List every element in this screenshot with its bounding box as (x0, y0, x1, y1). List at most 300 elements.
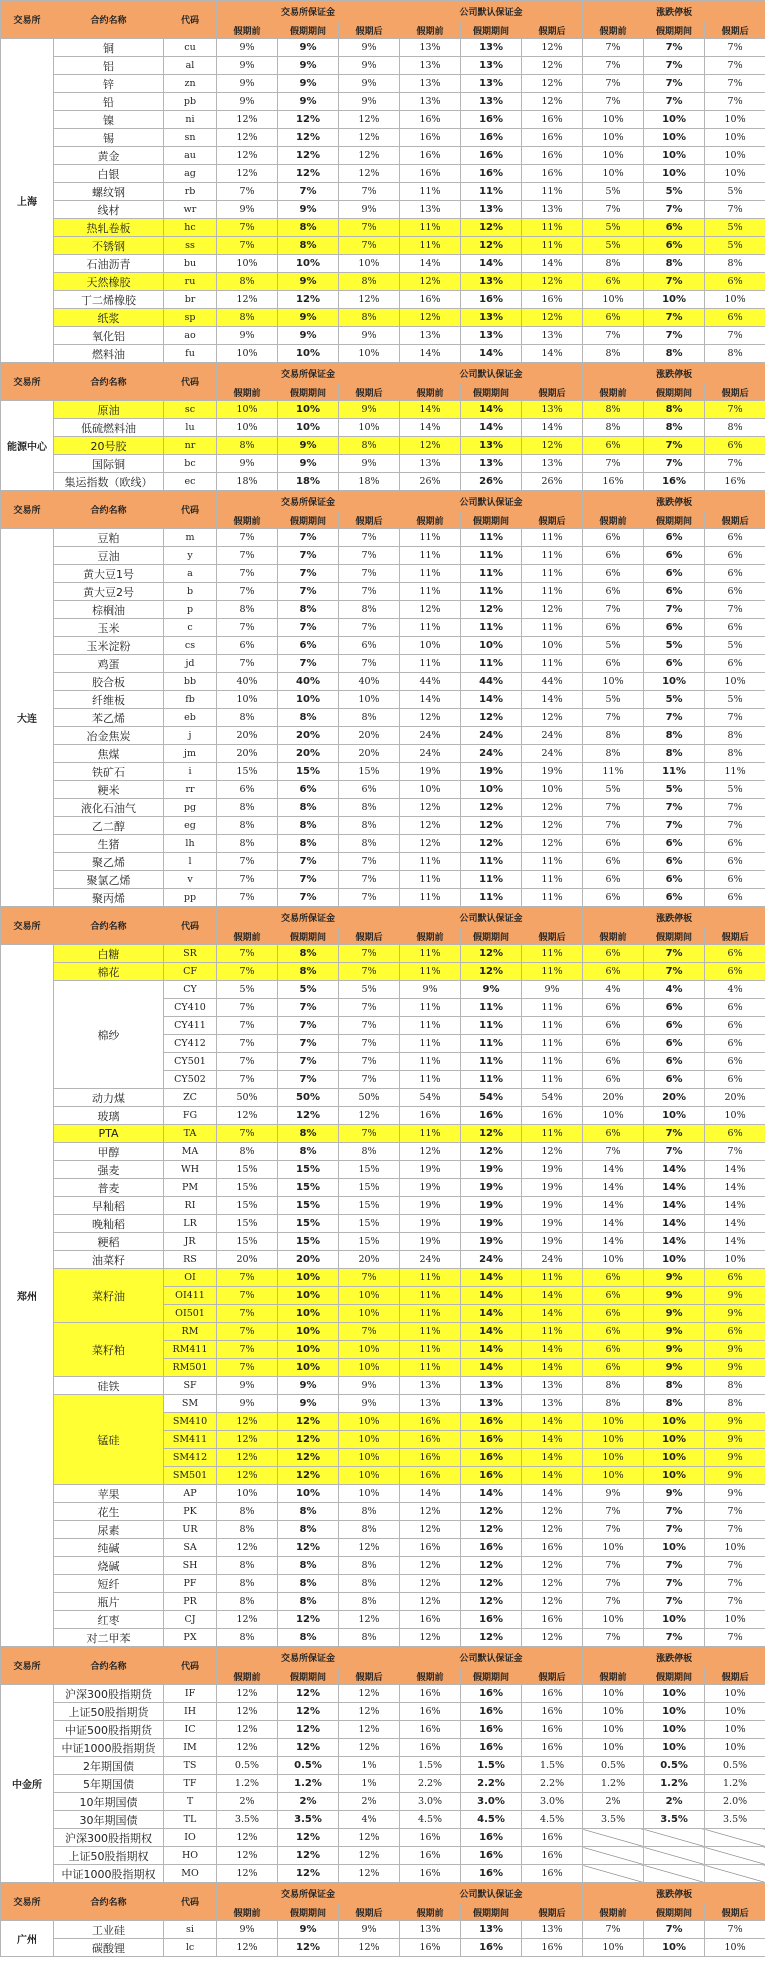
rate-cell: 13% (400, 1921, 461, 1939)
rate-cell: 13% (522, 201, 583, 219)
rate-cell: 12% (278, 1739, 339, 1757)
rate-cell: 14% (522, 345, 583, 363)
rate-cell: 6% (644, 1017, 705, 1035)
rate-cell: 15% (278, 1215, 339, 1233)
table-row (1, 1575, 765, 1593)
rate-cell: 54% (522, 1089, 583, 1107)
rate-cell: 7% (705, 1575, 765, 1593)
contract-name: 瓶片 (54, 1593, 164, 1611)
rate-cell: 12% (522, 799, 583, 817)
contract-code: PR (164, 1593, 217, 1611)
rate-cell: 5% (644, 781, 705, 799)
table-row (1, 1233, 765, 1251)
rate-cell: 19% (400, 1233, 461, 1251)
rate-cell: 16% (400, 1413, 461, 1431)
rate-cell: 4.5% (461, 1811, 522, 1829)
rate-cell: 6% (644, 655, 705, 673)
rate-cell: 11% (461, 655, 522, 673)
rate-cell: 8% (644, 727, 705, 745)
rate-cell: 12% (278, 147, 339, 165)
rate-cell (583, 1865, 644, 1883)
rate-cell: 16% (522, 1939, 583, 1957)
rate-cell: 7% (339, 655, 400, 673)
rate-cell: 12% (339, 1703, 400, 1721)
rate-cell: 12% (400, 709, 461, 727)
table-row (1, 165, 765, 183)
rate-cell: 12% (217, 1685, 278, 1703)
rate-cell: 11% (461, 853, 522, 871)
rate-cell: 8% (339, 1143, 400, 1161)
table-row (1, 1143, 765, 1161)
rate-cell: 12% (461, 1593, 522, 1611)
rate-cell: 16% (522, 1539, 583, 1557)
rate-cell: 7% (217, 1017, 278, 1035)
rate-cell: 5% (583, 781, 644, 799)
rate-cell: 8% (705, 1377, 765, 1395)
rate-cell: 11% (461, 547, 522, 565)
rate-cell: 7% (217, 1269, 278, 1287)
rate-cell: 5% (705, 781, 765, 799)
rate-cell: 11% (522, 1323, 583, 1341)
contract-name: 纤维板 (54, 691, 164, 709)
rate-cell: 14% (461, 691, 522, 709)
period-header: 假期后 (522, 22, 583, 39)
header-row (1, 907, 765, 928)
rate-cell: 9% (522, 981, 583, 999)
contract-code: TL (164, 1811, 217, 1829)
rate-cell: 11% (522, 565, 583, 583)
rate-cell: 12% (278, 1829, 339, 1847)
rate-cell: 8% (217, 309, 278, 327)
rate-cell: 6% (583, 1035, 644, 1053)
rate-cell: 1.2% (705, 1775, 765, 1793)
group-header: 涨跌停板 (583, 1883, 765, 1904)
rate-cell: 19% (461, 763, 522, 781)
rate-cell: 12% (461, 1557, 522, 1575)
rate-cell: 6% (705, 1323, 765, 1341)
rate-cell: 16% (522, 1739, 583, 1757)
table-row (1, 1865, 765, 1883)
contract-name: 10年期国债 (54, 1793, 164, 1811)
rate-cell: 10% (705, 165, 765, 183)
rate-cell: 9% (278, 327, 339, 345)
period-header: 假期后 (522, 1904, 583, 1921)
rate-cell: 7% (339, 1035, 400, 1053)
rate-cell: 9% (705, 1431, 765, 1449)
rate-cell: 12% (339, 1107, 400, 1125)
period-header: 假期前 (217, 1668, 278, 1685)
rate-cell: 6% (644, 583, 705, 601)
contract-code: bb (164, 673, 217, 691)
contract-code: lc (164, 1939, 217, 1957)
contract-code: SM411 (164, 1431, 217, 1449)
rate-cell: 6% (644, 1053, 705, 1071)
rate-cell: 9% (644, 1287, 705, 1305)
table-row (1, 691, 765, 709)
rate-cell: 11% (522, 619, 583, 637)
rate-cell: 10% (644, 1703, 705, 1721)
rate-cell: 6% (583, 655, 644, 673)
rate-cell: 6% (583, 273, 644, 291)
rate-cell: 10% (583, 165, 644, 183)
rate-cell: 16% (522, 291, 583, 309)
rate-cell: 7% (278, 1017, 339, 1035)
rate-cell: 7% (583, 817, 644, 835)
rate-cell: 16% (400, 1539, 461, 1557)
rate-cell: 19% (400, 1179, 461, 1197)
rate-cell: 11% (400, 963, 461, 981)
rate-cell: 6% (705, 853, 765, 871)
rate-cell: 12% (522, 39, 583, 57)
rate-cell: 50% (278, 1089, 339, 1107)
rate-cell: 8% (644, 401, 705, 419)
rate-cell: 10% (400, 781, 461, 799)
rate-cell: 6% (644, 999, 705, 1017)
rate-cell: 7% (278, 183, 339, 201)
rate-cell: 9% (339, 201, 400, 219)
rate-cell: 14% (461, 1359, 522, 1377)
rate-cell: 44% (522, 673, 583, 691)
exchange-header: 交易所 (1, 1883, 54, 1921)
rate-cell: 5% (339, 981, 400, 999)
rate-cell: 10% (278, 401, 339, 419)
rate-cell: 6% (644, 237, 705, 255)
rate-cell: 8% (583, 419, 644, 437)
contract-code: sc (164, 401, 217, 419)
header-row (1, 491, 765, 512)
rate-cell: 9% (339, 39, 400, 57)
rate-cell: 6% (583, 945, 644, 963)
rate-cell: 11% (400, 1341, 461, 1359)
rate-cell: 8% (278, 709, 339, 727)
period-header: 假期前 (400, 22, 461, 39)
rate-cell: 12% (217, 111, 278, 129)
rate-cell: 12% (339, 1721, 400, 1739)
rate-cell: 19% (522, 1161, 583, 1179)
rate-cell: 6% (644, 1071, 705, 1089)
header-row (1, 1, 765, 22)
table-row (1, 1739, 765, 1757)
contract-code: sp (164, 309, 217, 327)
rate-cell: 9% (644, 1485, 705, 1503)
rate-cell: 10% (705, 1251, 765, 1269)
period-header: 假期前 (583, 1668, 644, 1685)
rate-cell: 11% (461, 871, 522, 889)
rate-cell: 12% (461, 237, 522, 255)
rate-cell: 16% (400, 1721, 461, 1739)
rate-cell: 7% (583, 39, 644, 57)
rate-cell: 14% (705, 1179, 765, 1197)
period-header: 假期前 (400, 512, 461, 529)
contract-name: 上证50股指期权 (54, 1847, 164, 1865)
contract-code: pg (164, 799, 217, 817)
contract-name: 碳酸锂 (54, 1939, 164, 1957)
table-row (1, 547, 765, 565)
rate-cell: 7% (339, 183, 400, 201)
rate-cell: 14% (400, 345, 461, 363)
rate-cell: 10% (583, 129, 644, 147)
table-row (1, 1251, 765, 1269)
rate-cell: 8% (339, 601, 400, 619)
rate-cell: 7% (583, 709, 644, 727)
rate-cell: 11% (400, 1053, 461, 1071)
rate-cell: 10% (583, 673, 644, 691)
rate-cell: 7% (217, 1071, 278, 1089)
rate-cell: 16% (400, 1939, 461, 1957)
rate-cell: 16% (461, 1431, 522, 1449)
rate-cell: 12% (461, 219, 522, 237)
rate-cell: 13% (400, 201, 461, 219)
rate-cell: 10% (583, 147, 644, 165)
rate-cell: 6% (705, 619, 765, 637)
rate-cell: 8% (583, 401, 644, 419)
rate-cell: 12% (339, 1611, 400, 1629)
rate-cell: 2% (644, 1793, 705, 1811)
rate-cell: 7% (278, 999, 339, 1017)
contract-name: 沪深300股指期权 (54, 1829, 164, 1847)
rate-cell: 7% (217, 619, 278, 637)
rate-cell: 9% (217, 39, 278, 57)
exchange-header: 交易所 (1, 491, 54, 529)
rate-cell: 6% (705, 273, 765, 291)
rate-cell: 6% (217, 637, 278, 655)
rate-cell: 12% (461, 963, 522, 981)
rate-cell: 9% (278, 1377, 339, 1395)
rate-cell: 7% (217, 1323, 278, 1341)
rate-cell: 7% (217, 1341, 278, 1359)
contract-code: SM (164, 1395, 217, 1413)
contract-code: si (164, 1921, 217, 1939)
contract-name: 胶合板 (54, 673, 164, 691)
rate-cell: 6% (583, 565, 644, 583)
period-header: 假期后 (522, 928, 583, 945)
rate-cell: 7% (217, 853, 278, 871)
rate-cell: 14% (644, 1233, 705, 1251)
rate-cell: 9% (278, 437, 339, 455)
rate-cell: 8% (217, 1575, 278, 1593)
contract-header: 合约名称 (54, 1647, 164, 1685)
rate-cell: 8% (339, 835, 400, 853)
rate-cell: 7% (644, 1921, 705, 1939)
rate-cell: 14% (583, 1179, 644, 1197)
rate-cell: 9% (705, 1449, 765, 1467)
rate-cell: 6% (583, 871, 644, 889)
contract-code: jm (164, 745, 217, 763)
rate-cell: 12% (339, 129, 400, 147)
rate-cell: 14% (705, 1233, 765, 1251)
rate-cell: 8% (339, 1593, 400, 1611)
rate-cell: 40% (217, 673, 278, 691)
period-header: 假期期间 (461, 384, 522, 401)
rate-cell: 10% (705, 129, 765, 147)
rate-cell: 7% (278, 1035, 339, 1053)
rate-cell: 7% (705, 93, 765, 111)
rate-cell: 11% (522, 889, 583, 907)
rate-cell: 7% (278, 1071, 339, 1089)
rate-cell: 12% (278, 1431, 339, 1449)
rate-cell: 12% (217, 1449, 278, 1467)
rate-cell: 11% (461, 1071, 522, 1089)
table-row (1, 763, 765, 781)
contract-name: 菜籽粕 (54, 1323, 164, 1377)
rate-cell: 5% (705, 691, 765, 709)
rate-cell: 7% (583, 1921, 644, 1939)
contract-name: 短纤 (54, 1575, 164, 1593)
rate-cell: 10% (339, 1413, 400, 1431)
group-header: 公司默认保证金 (400, 907, 583, 928)
rate-cell: 8% (339, 309, 400, 327)
rate-cell: 8% (278, 1629, 339, 1647)
rate-cell: 24% (461, 1251, 522, 1269)
contract-code: SR (164, 945, 217, 963)
rate-cell: 8% (705, 1395, 765, 1413)
rate-cell: 2% (339, 1793, 400, 1811)
rate-cell: 16% (400, 291, 461, 309)
group-header: 公司默认保证金 (400, 363, 583, 384)
contract-code: pp (164, 889, 217, 907)
rate-cell: 12% (278, 1721, 339, 1739)
contract-code: fu (164, 345, 217, 363)
rate-cell: 12% (400, 601, 461, 619)
rate-cell: 10% (278, 691, 339, 709)
contract-name: 聚乙烯 (54, 853, 164, 871)
exchange-header: 交易所 (1, 1647, 54, 1685)
rate-cell: 7% (217, 1287, 278, 1305)
rate-cell: 9% (278, 93, 339, 111)
rate-cell: 5% (583, 691, 644, 709)
rate-cell: 9% (705, 1341, 765, 1359)
rate-cell: 54% (400, 1089, 461, 1107)
rate-cell: 14% (522, 1485, 583, 1503)
rate-cell: 6% (644, 1035, 705, 1053)
rate-cell: 9% (278, 1395, 339, 1413)
rate-cell: 16% (400, 1449, 461, 1467)
rate-cell: 16% (522, 1107, 583, 1125)
contract-name: 尿素 (54, 1521, 164, 1539)
rate-cell: 12% (217, 1829, 278, 1847)
contract-code: IH (164, 1703, 217, 1721)
code-header: 代码 (164, 1, 217, 39)
rate-cell: 7% (278, 529, 339, 547)
rate-cell: 14% (522, 1341, 583, 1359)
rate-cell: 12% (522, 93, 583, 111)
rate-cell: 44% (400, 673, 461, 691)
rate-cell: 7% (583, 57, 644, 75)
rate-cell: 6% (339, 637, 400, 655)
table-row (1, 709, 765, 727)
rate-cell: 16% (400, 129, 461, 147)
rate-cell: 7% (583, 1521, 644, 1539)
rate-cell: 5% (705, 637, 765, 655)
rate-cell: 7% (583, 799, 644, 817)
rate-cell: 19% (461, 1197, 522, 1215)
rate-cell: 12% (461, 1629, 522, 1647)
rate-cell: 12% (461, 1503, 522, 1521)
rate-cell: 10% (339, 1305, 400, 1323)
rate-cell: 8% (217, 799, 278, 817)
rate-cell: 10% (705, 291, 765, 309)
rate-cell: 10% (583, 1251, 644, 1269)
rate-cell: 5% (705, 183, 765, 201)
rate-cell: 12% (217, 165, 278, 183)
rate-cell: 20% (278, 727, 339, 745)
rate-cell: 6% (583, 547, 644, 565)
rate-cell: 16% (522, 1829, 583, 1847)
rate-cell: 14% (705, 1161, 765, 1179)
rate-cell: 10% (583, 1611, 644, 1629)
rate-cell: 12% (522, 1575, 583, 1593)
contract-name: 沪深300股指期货 (54, 1685, 164, 1703)
contract-name: 铜 (54, 39, 164, 57)
rate-cell: 8% (583, 727, 644, 745)
rate-cell: 7% (644, 309, 705, 327)
rate-cell: 16% (522, 1865, 583, 1883)
rate-cell: 7% (339, 619, 400, 637)
table-row (1, 1557, 765, 1575)
contract-code: RI (164, 1197, 217, 1215)
rate-cell: 15% (217, 1179, 278, 1197)
table-row (1, 1703, 765, 1721)
rate-cell: 9% (339, 93, 400, 111)
rate-cell: 9% (461, 981, 522, 999)
rate-cell: 14% (461, 1305, 522, 1323)
contract-code: OI (164, 1269, 217, 1287)
contract-code: a (164, 565, 217, 583)
rate-cell: 11% (400, 1287, 461, 1305)
rate-cell: 16% (400, 147, 461, 165)
rate-cell: 8% (644, 419, 705, 437)
exchange-header: 交易所 (1, 1, 54, 39)
period-header: 假期期间 (644, 384, 705, 401)
contract-code: hc (164, 219, 217, 237)
contract-code: CY410 (164, 999, 217, 1017)
rate-cell: 0.5% (217, 1757, 278, 1775)
rate-cell: 10% (644, 111, 705, 129)
rate-cell: 10% (339, 1359, 400, 1377)
rate-cell: 8% (583, 1395, 644, 1413)
rate-cell: 10% (278, 1341, 339, 1359)
rate-cell: 14% (400, 691, 461, 709)
rate-cell: 10% (461, 637, 522, 655)
rate-cell: 7% (644, 93, 705, 111)
rate-cell: 11% (400, 1323, 461, 1341)
contract-code: l (164, 853, 217, 871)
group-header: 公司默认保证金 (400, 491, 583, 512)
contract-name: PTA (54, 1125, 164, 1143)
rate-cell: 9% (644, 1305, 705, 1323)
rate-cell: 20% (278, 1251, 339, 1269)
rate-cell: 7% (339, 219, 400, 237)
rate-cell: 12% (522, 1629, 583, 1647)
rate-cell: 10% (217, 401, 278, 419)
rate-cell: 13% (461, 39, 522, 57)
contract-code: TS (164, 1757, 217, 1775)
rate-cell: 2.2% (400, 1775, 461, 1793)
period-header: 假期前 (217, 512, 278, 529)
rate-cell: 14% (461, 419, 522, 437)
rate-cell: 10% (217, 419, 278, 437)
rate-cell: 7% (339, 1323, 400, 1341)
rate-cell: 10% (705, 1939, 765, 1957)
rate-cell: 6% (705, 547, 765, 565)
period-header: 假期前 (400, 384, 461, 401)
table-row (1, 1521, 765, 1539)
rate-cell: 7% (644, 817, 705, 835)
rate-cell: 7% (278, 655, 339, 673)
rate-cell: 14% (522, 1449, 583, 1467)
rate-cell: 16% (461, 1611, 522, 1629)
table-row (1, 1793, 765, 1811)
